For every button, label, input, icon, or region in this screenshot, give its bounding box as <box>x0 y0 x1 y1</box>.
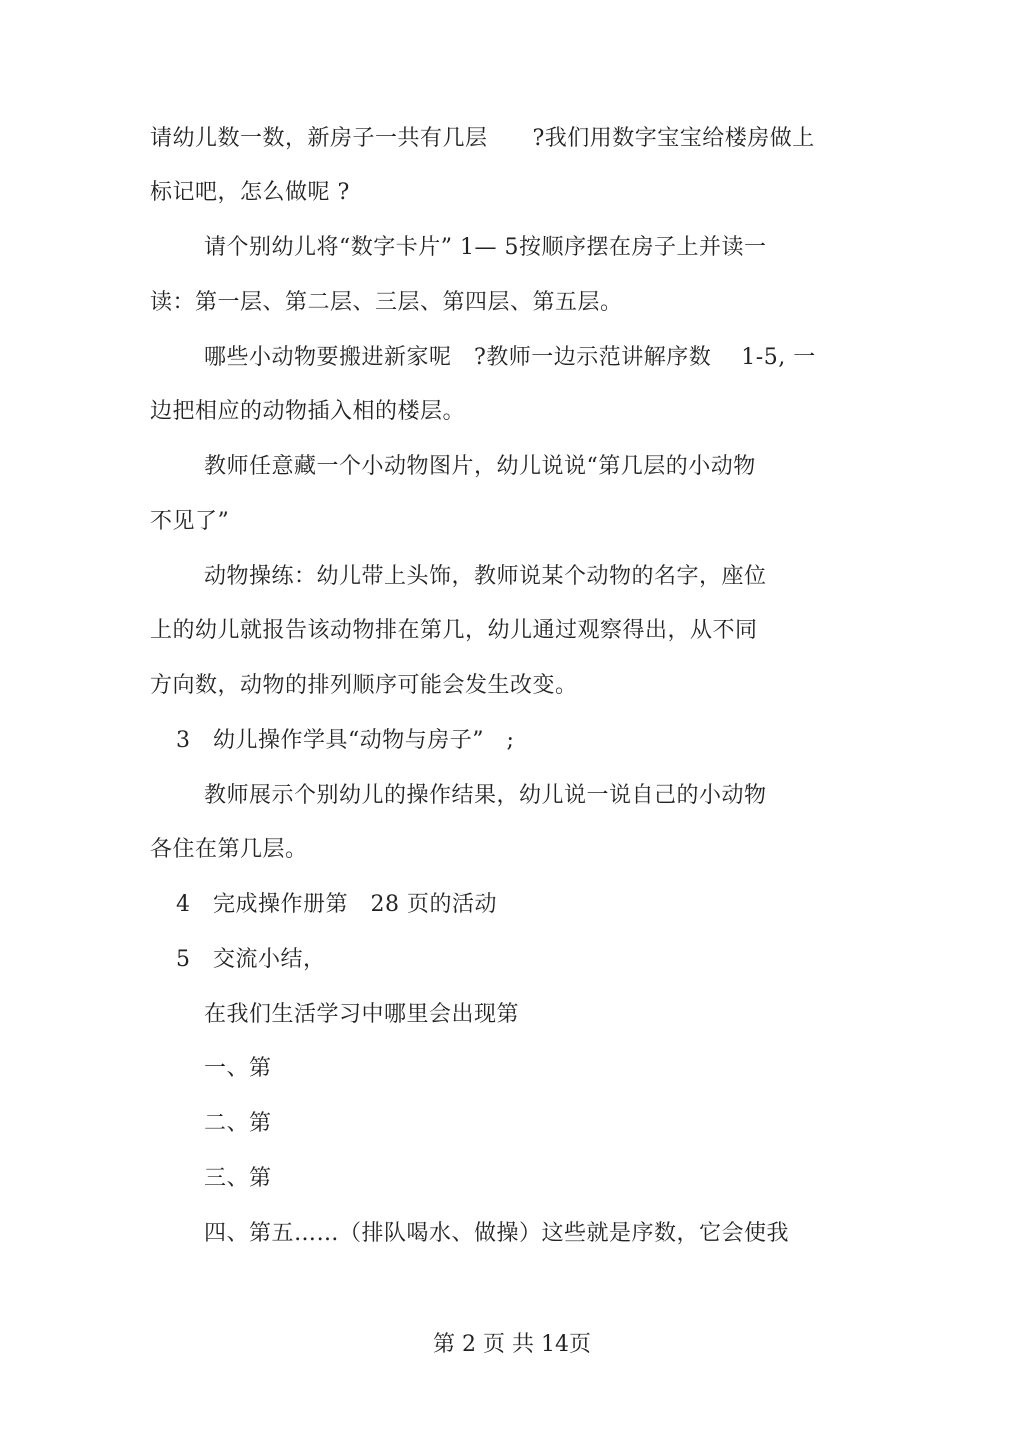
list-item-3: 3 幼儿操作学具“动物与房子” ; <box>176 728 515 753</box>
text-line-1: 请幼儿数一数，新房子一共有几层 ?我们用数字宝宝给楼房做上 <box>150 126 815 151</box>
text-line-7: 教师任意藏一个小动物图片，幼儿说说“第几层的小动物 <box>204 454 756 479</box>
text-line-5: 哪些小动物要搬进新家呢 ?教师一边示范讲解序数 1-5, 一 <box>204 345 816 370</box>
text-line-13: 教师展示个别幼儿的操作结果，幼儿说一说自己的小动物 <box>204 783 767 808</box>
text-line-9: 动物操练：幼儿带上头饰，教师说某个动物的名字，座位 <box>204 564 767 589</box>
text-line-14: 各住在第几层。 <box>150 837 308 862</box>
text-line-11: 方向数，动物的排列顺序可能会发生改变。 <box>150 673 578 698</box>
text-line-2: 标记吧，怎么做呢 ? <box>150 180 350 205</box>
text-line-18: 一、第 <box>204 1056 272 1081</box>
text-line-21: 四、第五……（排队喝水、做操）这些就是序数，它会使我 <box>204 1221 790 1246</box>
page-footer: 第 2 页 共 14页 <box>433 1332 591 1357</box>
text-line-6: 边把相应的动物插入相的楼层。 <box>150 399 466 424</box>
text-line-4: 读：第一层、第二层、三层、第四层、第五层。 <box>150 290 623 315</box>
text-line-17: 在我们生活学习中哪里会出现第 <box>204 1002 520 1027</box>
list-item-5: 5 交流小结， <box>176 947 326 972</box>
text-line-8: 不见了” <box>150 509 230 534</box>
text-line-3: 请个别幼儿将“数字卡片” 1— 5按顺序摆在房子上并读一 <box>204 235 767 260</box>
text-line-20: 三、第 <box>204 1166 272 1191</box>
text-line-10: 上的幼儿就报告该动物排在第几，幼儿通过观察得出，从不同 <box>150 618 758 643</box>
list-item-4: 4 完成操作册第 28 页的活动 <box>176 892 497 917</box>
text-line-19: 二、第 <box>204 1111 272 1136</box>
